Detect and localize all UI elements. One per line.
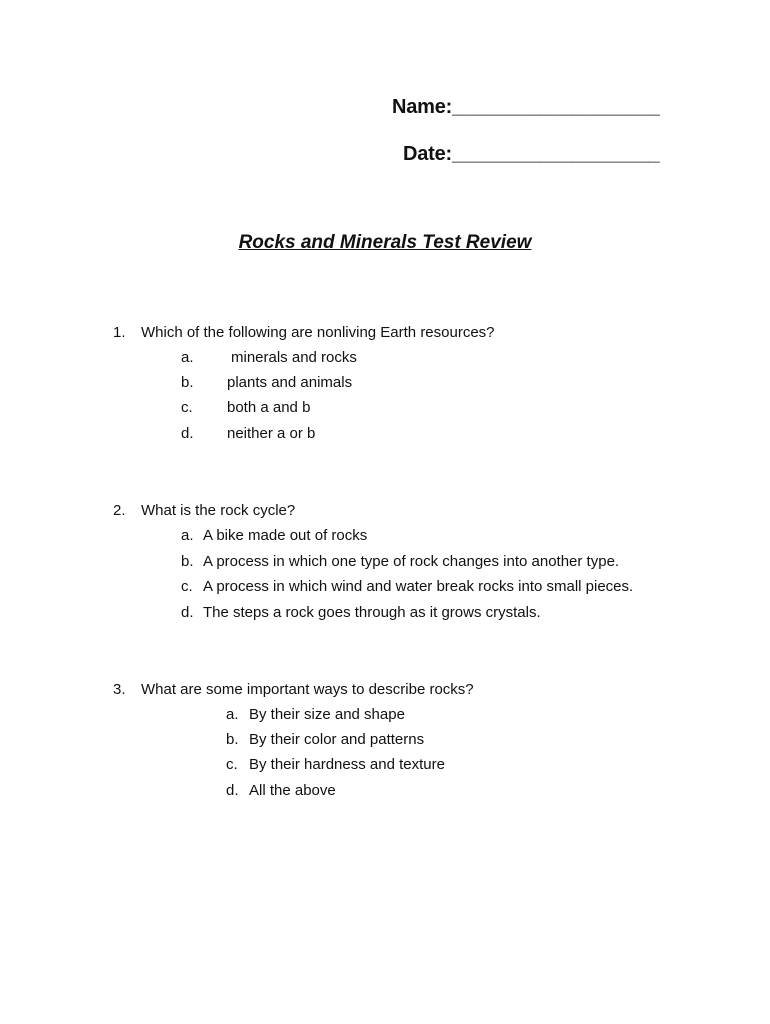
- option-text: By their size and shape: [249, 706, 405, 723]
- question-number: 1.: [113, 324, 126, 341]
- option-letter: b.: [181, 553, 194, 570]
- option-letter: c.: [181, 578, 193, 595]
- option-letter: d.: [226, 782, 239, 799]
- option-text: A process in which one type of rock changes into another type.: [203, 553, 620, 570]
- option-letter: d.: [181, 604, 194, 621]
- option-letter: a.: [181, 527, 194, 544]
- option-text: By their hardness and texture: [249, 756, 445, 773]
- option-letter: c.: [226, 756, 238, 773]
- option-text: A process in which wind and water break rocks into small pieces.: [203, 578, 634, 595]
- question-number: 3.: [113, 681, 126, 698]
- option-letter: a.: [226, 706, 239, 723]
- option-text: By their color and patterns: [249, 731, 425, 748]
- option-letter: b.: [181, 374, 194, 391]
- question-number: 2.: [113, 502, 126, 519]
- option-letter: a.: [181, 349, 194, 366]
- date-field: Date:___________________: [403, 143, 660, 165]
- name-field: Name:___________________: [392, 96, 660, 118]
- option-text: neither a or b: [227, 425, 316, 442]
- question-text: Which of the following are nonliving Earth resources?: [141, 324, 495, 341]
- question-text: What are some important ways to describe rocks?: [141, 681, 474, 698]
- option-text: both a and b: [227, 399, 311, 416]
- option-letter: c.: [181, 399, 193, 416]
- option-letter: b.: [226, 731, 239, 748]
- option-text: minerals and rocks: [231, 349, 357, 366]
- option-letter: d.: [181, 425, 194, 442]
- option-text: All the above: [249, 782, 336, 799]
- option-text: plants and animals: [227, 374, 353, 391]
- option-text: A bike made out of rocks: [203, 527, 368, 544]
- question-text: What is the rock cycle?: [141, 502, 296, 519]
- page-title: Rocks and Minerals Test Review: [238, 232, 532, 253]
- option-text: The steps a rock goes through as it grows crystals.: [203, 604, 541, 621]
